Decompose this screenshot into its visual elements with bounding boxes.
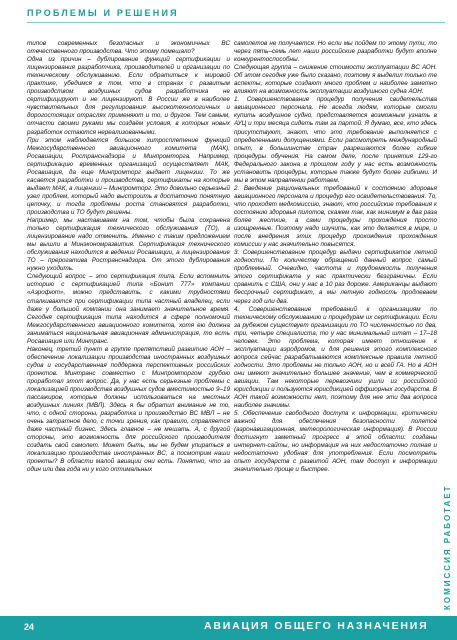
- page-header: [0, 0, 457, 26]
- text-column-left: [27, 40, 230, 475]
- page-number: 24: [24, 622, 35, 632]
- paragraph: Например, мы наставиваем на том, чтобы была сохранена только сертификация технического обслуживания (ТО), а лицензирование надо отменить. Именно с таким предложением мы вышли в Минэкономразвития. Сертификация технического обслуживания находится в ведении Росавиации, а лицензирование ТО – прерогатива Ространснадзора. От этого дублирования нужно уходить.: [27, 217, 230, 273]
- paragraph: Следующий вопрос – это сертификация типа. Если вспомнить историю с сертификацией типа «Бонит 777» компании «Аэрофют», можно представить, с какими трудностями сталкиваются при сертификации типа частный владелец, если даже у большой компании она занимает значительное время. Сегодня сертификация типа находится в сфере полномочий Межгосударственного авиационного комитета, хотя ею должна заниматься национальная авиационная администрация, то есть Росавиация или Минтранс.: [27, 273, 230, 345]
- paragraph: самолетов не получается. Но если мы пойдем по этому пути, то через пять–семь лет наши российские разработки будут вполне конкурентоспособны.: [234, 40, 437, 64]
- paragraph: При этом наблюдается большое хитросплетение функций Межгосударственного авиационного комитета (МАК), Росавиации, Ространснадзора и Минпромторга. Например, сертификацию временных организаций осуществляет МАК, Росавиация, да еще Минпромторг выдает лицензии. То же касается разработки и производства, сертификаты на которые выдает МАК, а лицензии – Минпромторг. Это довольно серьезный узел проблем, который надо выстроить в достаточно понятную цепочку, и тогда проблемы роста становятся разработки, производства и ТО будут решены.: [27, 136, 230, 216]
- side-rubric: [436, 280, 450, 610]
- magazine-title: АВИАЦИЯ ОБЩЕГО НАЗНАЧЕНИЯ: [204, 620, 429, 632]
- paragraph: 5. Обеспечение свободного доступа к информации, критически важной для обеспечения безопасности полетов (аэронавигационная, метеорологическая информация). В России достигнут заметный прогресс в этой области: созданы интернет-сайты, но информация на них недостаточно полная и недостаточно удобная для употребления. Если посмотреть опыт государств с развитой АОН, там доступ к информации значительно проще и быстрее.: [234, 410, 437, 474]
- text-column-right: [234, 40, 437, 475]
- paragraph: 4. Совершенствование требований к организациям по техническому обслуживанию и процедурам их сертификации. Если за рубежом существует организации по ТО численностью по два, три, четыре специалиста, то у нас минимальный штат – 17–18 человек. Это проблема, которая имеет отношение к эксплуатации аэродромов, и для решения этого комплексного вопроса сейчас разрабатываются комплексные правила летной годности. Это проблемы не только АОН, но и всей ГА. Но в АОН они имеют значительно большее значение, чем в коммерческой авиации. Там некоторые перевозчики ушли из российской юрисдикции и пользуются юрисдикцией оффшорных государств. В АОН такой возможности нет, поэтому для нее эти два вопроса наиболее значимы.: [234, 305, 437, 410]
- rubric-label: КОМИССИЯ РАБОТАЕТ: [443, 484, 452, 610]
- paragraph: 2. Введение рациональных требований к состоянию здоровья авиационного персонала и процедур его освидетельствования. То, что проходят медкомиссию, знают, что российские требования к состоянию здоровья пилотов, скажем так, как минимум в два раза более жесткие, а сами процедуры прохождения просто изощренные. Поэтому надо изучить, как это делается в мире, и после внедрения этих процедур прохождения прохождения комиссии у нас значительно повысятся.: [234, 184, 437, 249]
- paragraph: типов современных безопасных и экономичных ВС отечественного производства. Что этому помешало?: [27, 40, 230, 56]
- section-title: ПРОБЛЕМЫ И РЕШЕНИЯ: [27, 8, 179, 18]
- paragraph: Следующая группа – снижение стоимости эксплуатации ВС АОН. Об этом сегодня уже было сказано, поэтому я выделил только те аспекты, которые создают много проблем и наиболее заметно влияют на возможность эксплуатации воздушного судна АОН.: [234, 64, 437, 96]
- paragraph: Одна из причин – дублирование функций сертификации и лицензирования разработчика, производителей и организации по техническому обслуживанию. Если обратиться к мировой практике, убедимся в том, что в странах с развитым производством воздушных судов разработчика не сертифицируют и не лицензируют. В России же в наиболее чувствительных для регулирования высокотехнологичных и дорогостоящих отраслях применяют и то, и другое. Тем самым, отчасти своими руками мы создаём условия, в которых новых разработок остаются нереализованными.: [27, 56, 230, 136]
- page-footer: [0, 616, 457, 640]
- header-divider: [27, 22, 445, 23]
- paragraph: 1. Совершенствование процедур получения свидетельства авиационного персонала. Не всегда людям, которые смогли купить воздушное судно, представляется возможным узнать в АУЦ и три месяца сидеть там за партой. Я думаю, все, кто здесь присутствуют, знают, что это требование выполняется с определенными допущениями. Если рассмотреть международный опыт, в большинстве стран разрешаются более гибкие процедуры обучения. На самом деле, после принятия 129-го Федерального закона в прошлом году у нас есть возможность установить процедуры, которые также будут более гибкими. И мы в этом направлении работаем.: [234, 96, 437, 184]
- paragraph: Наконец, третий пункт в группе препятствий развитию АОН – обеспечение локализации производства иностранных воздушных судов и государственная поддержка перспективных российских проектов. Минтранс совместно с Минпромторгом грубою проработал этот вопрос. Да, у нас есть серьезные проблемы с локализацией производства воздушных судов вместимостью 9–19 пассажиров, которые должны использоваться на местных воздушных линиях (МВЛ). Здесь я бы обратил внимание не то, что, с одной стороны, разработка и производство ВС МВЛ – не очень затратное дело, с точки зрения, как правило, справляется даже частный бизнес. Здесь главное – не мешать. А, с другой стороны, это возможность для российского производителя создать свой самолет. Может быть, мы не будем упираться в локализацию производства иностранных ВС, а посмотрим наши проекты? В области малой авиации они есть. Понятно, что за один или два года ни у кого оптимальных: [27, 345, 230, 474]
- paragraph: 3. Совершенствование процедур выдачи сертификатов летной годности. По количеству обращений данный вопрос самый проблемный. Очевидно, частота и трудоемкость получения этого сертификата у нас практически безграничны. Если сравнить с США, они у нас в 10 раз дороже. Американцы выдают бессрочный сертификат, а мы летную годность продлеваем через год или два.: [234, 249, 437, 305]
